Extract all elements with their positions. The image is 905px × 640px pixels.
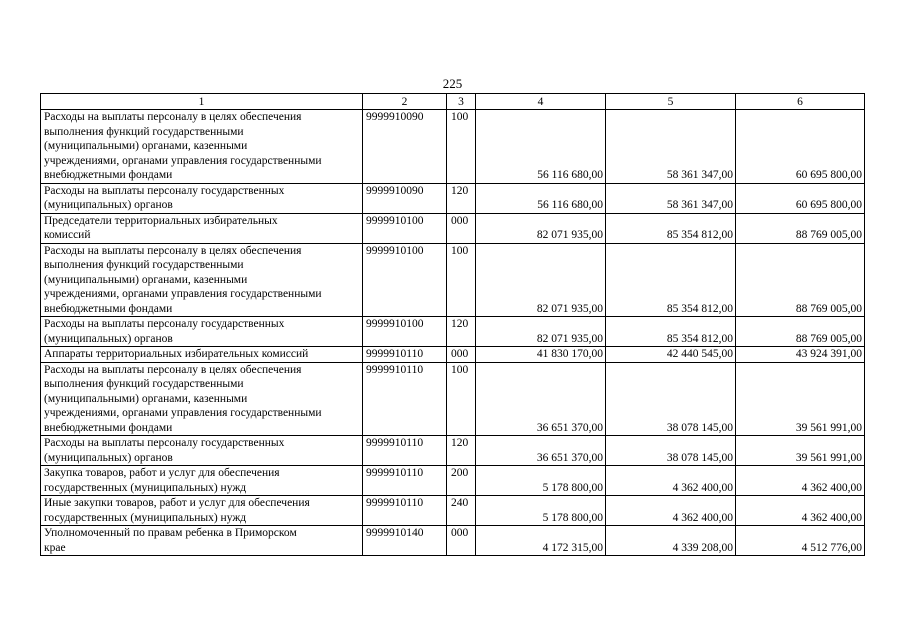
table-row	[41, 496, 865, 526]
amount-year2-cell: 4 362 400,00	[606, 466, 736, 496]
expense-type-cell: 100	[447, 110, 476, 184]
expense-name-line: учреждениями, органами управления государственными	[44, 407, 322, 419]
expense-name-line: Расходы на выплаты персоналу государственных	[44, 184, 285, 197]
expense-name-line: Закупка товаров, работ и услуг для обеспечения	[44, 467, 280, 479]
expense-type-cell: 000	[447, 526, 476, 556]
expense-name-cell	[41, 496, 363, 526]
target-code-cell: 9999910100	[363, 243, 447, 317]
amount-year3-cell: 60 695 800,00	[736, 183, 865, 213]
target-code-cell: 9999910090	[363, 183, 447, 213]
expense-type-cell: 100	[447, 243, 476, 317]
table-header-row	[41, 94, 865, 110]
amount-year3-cell: 4 512 776,00	[736, 526, 865, 556]
expense-name-line: выполнения функций государственными	[44, 125, 244, 138]
expense-name-cell	[41, 183, 363, 213]
expense-name-line: Уполномоченный по правам ребенка в Приморском	[44, 527, 297, 539]
column-header: 1	[41, 94, 363, 110]
amount-year2-cell: 58 361 347,00	[606, 183, 736, 213]
expense-name-line: (муниципальными) органами, казенными	[44, 140, 248, 152]
amount-year3-cell: 88 769 005,00	[736, 243, 865, 317]
expense-name-cell	[41, 436, 363, 466]
expense-name-line: (муниципальных) органов	[44, 332, 173, 345]
expense-name-line: внебюджетными фондами	[44, 302, 173, 315]
table-row	[41, 243, 865, 317]
amount-year1-cell: 5 178 800,00	[476, 466, 606, 496]
amount-year1-cell: 82 071 935,00	[476, 213, 606, 243]
target-code-cell: 9999910110	[363, 466, 447, 496]
amount-year2-cell: 42 440 545,00	[606, 347, 736, 363]
target-code-cell: 9999910110	[363, 347, 447, 363]
expense-type-cell: 120	[447, 183, 476, 213]
expense-name-line: Расходы на выплаты персоналу государственных	[44, 318, 285, 330]
amount-year3-cell: 88 769 005,00	[736, 213, 865, 243]
expense-name-line: учреждениями, органами управления государственными	[44, 154, 322, 167]
amount-year1-cell: 4 172 315,00	[476, 526, 606, 556]
target-code-cell: 9999910100	[363, 213, 447, 243]
expense-name-line: учреждениями, органами управления государственными	[44, 288, 322, 300]
amount-year2-cell: 4 339 208,00	[606, 526, 736, 556]
amount-year3-cell: 4 362 400,00	[736, 496, 865, 526]
amount-year2-cell: 85 354 812,00	[606, 213, 736, 243]
expense-name-line: выполнения функций государственными	[44, 259, 244, 271]
expense-type-cell: 000	[447, 347, 476, 363]
amount-year2-cell: 85 354 812,00	[606, 243, 736, 317]
table-row	[41, 317, 865, 347]
expense-name-cell	[41, 243, 363, 317]
table-row	[41, 362, 865, 436]
amount-year2-cell: 85 354 812,00	[606, 317, 736, 347]
expense-type-cell: 000	[447, 213, 476, 243]
expense-name-line: Расходы на выплаты персоналу государственных	[44, 437, 285, 449]
expense-name-line: (муниципальных) органов	[44, 451, 173, 464]
column-header: 3	[447, 94, 476, 110]
expense-name-line: Расходы на выплаты персоналу в целях обеспечения	[44, 111, 302, 123]
target-code-cell: 9999910100	[363, 317, 447, 347]
expense-name-line: Иные закупки товаров, работ и услуг для обеспечения	[44, 497, 310, 509]
expense-name-cell	[41, 213, 363, 243]
column-header: 4	[476, 94, 606, 110]
amount-year1-cell: 36 651 370,00	[476, 362, 606, 436]
expense-name-line: (муниципальными) органами, казенными	[44, 392, 248, 405]
expense-name-line: государственных (муниципальных) нужд	[44, 481, 247, 494]
expense-name-line: внебюджетными фондами	[44, 169, 173, 181]
budget-table	[40, 93, 865, 556]
amount-year2-cell: 4 362 400,00	[606, 496, 736, 526]
expense-type-cell: 100	[447, 362, 476, 436]
expense-name-cell	[41, 526, 363, 556]
page-number: 225	[442, 76, 463, 91]
expense-name-line: комиссий	[44, 229, 91, 241]
expense-name-line: внебюджетными фондами	[44, 421, 173, 434]
expense-name-cell	[41, 466, 363, 496]
target-code-cell: 9999910110	[363, 436, 447, 466]
expense-name-line: государственных (муниципальных) нужд	[44, 511, 247, 524]
column-header: 5	[606, 94, 736, 110]
expense-name-cell	[41, 347, 363, 363]
table-row	[41, 110, 865, 184]
amount-year2-cell: 38 078 145,00	[606, 362, 736, 436]
expense-type-cell: 240	[447, 496, 476, 526]
table-row	[41, 526, 865, 556]
amount-year2-cell: 38 078 145,00	[606, 436, 736, 466]
column-header: 6	[736, 94, 865, 110]
expense-name-line: Расходы на выплаты персоналу в целях обеспечения	[44, 244, 302, 257]
amount-year1-cell: 56 116 680,00	[476, 110, 606, 184]
amount-year1-cell: 5 178 800,00	[476, 496, 606, 526]
expense-type-cell: 120	[447, 317, 476, 347]
expense-name-line: Председатели территориальных избирательных	[44, 214, 278, 227]
expense-name-line: (муниципальными) органами, казенными	[44, 273, 248, 286]
amount-year3-cell: 88 769 005,00	[736, 317, 865, 347]
table-row	[41, 213, 865, 243]
expense-name-line: выполнения функций государственными	[44, 378, 244, 390]
expense-name-cell	[41, 362, 363, 436]
target-code-cell: 9999910090	[363, 110, 447, 184]
amount-year3-cell: 4 362 400,00	[736, 466, 865, 496]
amount-year1-cell: 56 116 680,00	[476, 183, 606, 213]
amount-year3-cell: 39 561 991,00	[736, 436, 865, 466]
target-code-cell: 9999910110	[363, 362, 447, 436]
table-row	[41, 183, 865, 213]
expense-name-cell	[41, 317, 363, 347]
table-row	[41, 347, 865, 363]
expense-type-cell: 200	[447, 466, 476, 496]
amount-year2-cell: 58 361 347,00	[606, 110, 736, 184]
table-row	[41, 436, 865, 466]
expense-name-line: крае	[44, 541, 66, 554]
amount-year1-cell: 36 651 370,00	[476, 436, 606, 466]
amount-year1-cell: 41 830 170,00	[476, 347, 606, 363]
table-row	[41, 466, 865, 496]
column-header: 2	[363, 94, 447, 110]
target-code-cell: 9999910110	[363, 496, 447, 526]
expense-name-cell	[41, 110, 363, 184]
amount-year3-cell: 43 924 391,00	[736, 347, 865, 363]
expense-name-line: Аппараты территориальных избирательных комиссий	[44, 348, 309, 360]
expense-name-line: Расходы на выплаты персоналу в целях обеспечения	[44, 363, 302, 376]
amount-year1-cell: 82 071 935,00	[476, 243, 606, 317]
amount-year1-cell: 82 071 935,00	[476, 317, 606, 347]
amount-year3-cell: 60 695 800,00	[736, 110, 865, 184]
expense-name-line: (муниципальных) органов	[44, 199, 173, 211]
expense-type-cell: 120	[447, 436, 476, 466]
amount-year3-cell: 39 561 991,00	[736, 362, 865, 436]
target-code-cell: 9999910140	[363, 526, 447, 556]
